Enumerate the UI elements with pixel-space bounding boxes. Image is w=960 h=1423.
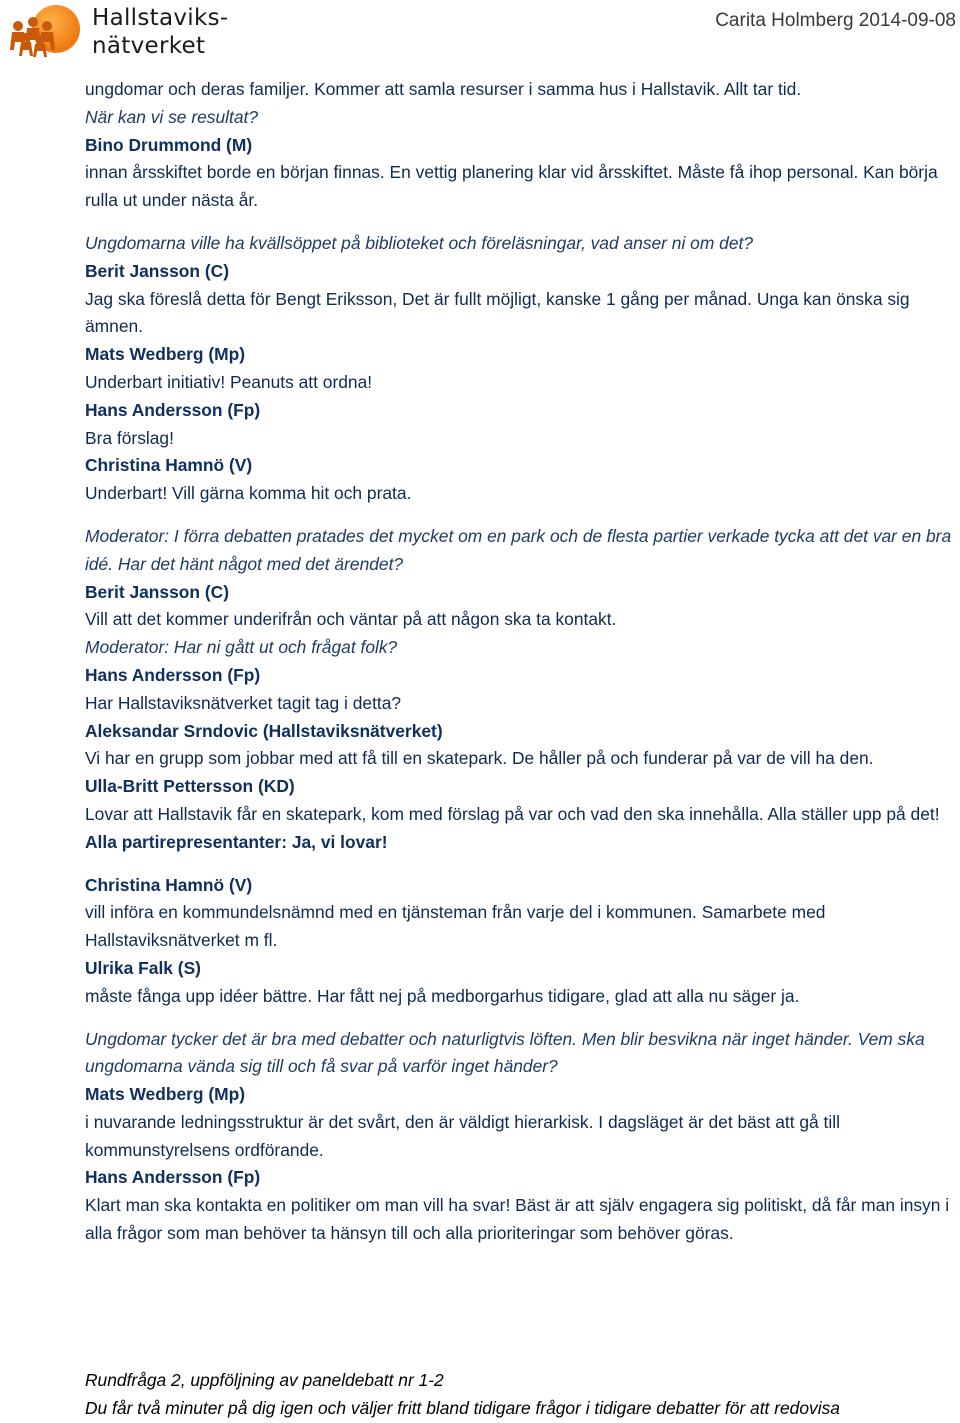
question-text: Ungdomarna ville ha kvällsöppet på biblioteket och föreläsningar, vad anser ni om det? xyxy=(85,232,754,253)
discussion-block xyxy=(85,523,955,857)
question-text: Moderator: Har ni gått ut och frågat folk? xyxy=(85,637,398,658)
question-text: När kan vi se resultat? xyxy=(85,106,259,127)
speaker-name: Bino Drummond (M) xyxy=(85,134,253,155)
answer-text: Jag ska föreslå detta för Bengt Eriksson, Det är fullt möjligt, kanske 1 gång per månad. Unga kan önska sig ämnen. xyxy=(85,288,910,337)
speaker-name: Mats Wedberg (Mp) xyxy=(85,344,246,365)
answer-text: innan årsskiftet borde en början finnas. En vettig planering klar vid årsskiftet. Måste få ihop personal. Kan börja rulla ut under nästa år. xyxy=(85,162,938,211)
speaker-name: Ulla-Britt Pettersson (KD) xyxy=(85,776,295,797)
answer-text: i nuvarande ledningsstruktur är det svårt, den är väldigt hierarkisk. I dagsläget är det bäst att gå till kommunstyrelsens ordförande. xyxy=(85,1111,840,1160)
answer-text: ungdomar och deras familjer. Kommer att samla resurser i samma hus i Hallstavik. Allt tar tid. xyxy=(85,79,802,99)
speaker-name: Aleksandar Srndovic (Hallstaviksnätverket) xyxy=(85,720,443,741)
document-body xyxy=(85,76,955,1248)
speaker-name: Alla partirepresentanter: Ja, vi lovar! xyxy=(85,831,388,852)
answer-text: Lovar att Hallstavik får en skatepark, kom med förslag på var och vad den ska innehålla. Alla ställer upp på det! xyxy=(85,803,940,824)
brand-name xyxy=(92,4,228,60)
answer-text: Bra förslag! xyxy=(85,427,174,448)
speaker-name: Ulrika Falk (S) xyxy=(85,957,201,978)
answer-text: Har Hallstaviksnätverket tagit tag i detta? xyxy=(85,692,402,713)
people-group-logo-icon xyxy=(4,2,84,64)
answer-text: Klart man ska kontakta en politiker om man vill ha svar! Bäst är att själv engagera sig politiskt, då får man insyn i alla frågor som man behöver ta hänsyn till och alla prioriteringar som behöver göras. xyxy=(85,1195,950,1244)
speaker-name: Berit Jansson (C) xyxy=(85,260,229,281)
answer-text: Vi har en grupp som jobbar med att få till en skatepark. De håller på och funderar på var de vill ha den. xyxy=(85,748,874,769)
answer-text: Vill att det kommer underifrån och väntar på att någon ska ta kontakt. xyxy=(85,609,617,630)
question-text: Ungdomar tycker det är bra med debatter och naturligtvis löften. Men blir besvikna när inget händer. Vem ska ungdomarna vända sig till och få svar på varför inget händer? xyxy=(85,1028,925,1077)
discussion-block xyxy=(85,1026,955,1248)
discussion-block xyxy=(85,872,955,1011)
answer-text: Underbart initiativ! Peanuts att ordna! xyxy=(85,371,373,392)
speaker-name: Christina Hamnö (V) xyxy=(85,455,253,476)
speaker-name: Berit Jansson (C) xyxy=(85,581,229,602)
brand-line-1: Hallstaviks- xyxy=(92,5,229,31)
speaker-name: Hans Andersson (Fp) xyxy=(85,664,261,685)
brand-line-2: nätverket xyxy=(92,33,206,59)
discussion-block xyxy=(85,230,955,508)
answer-text: vill införa en kommundelsnämnd med en tjänsteman från varje del i kommunen. Samarbete med Hallstaviksnätverket m fl. xyxy=(85,902,826,951)
author-date: Carita Holmberg 2014-09-08 xyxy=(715,10,956,31)
page-header xyxy=(0,0,960,62)
footer-section xyxy=(85,1367,955,1423)
speaker-name: Christina Hamnö (V) xyxy=(85,874,253,895)
discussion-block xyxy=(85,76,955,215)
footer-heading: Rundfråga 2, uppföljning av paneldebatt nr 1-2 xyxy=(85,1370,444,1390)
question-text: Moderator: I förra debatten pratades det mycket om en park och de flesta partier verkade tycka att det var en bra idé. Har det hänt något med det ärendet? xyxy=(85,525,952,574)
answer-text: måste fånga upp idéer bättre. Har fått nej på medborgarhus tidigare, glad att alla nu säger ja. xyxy=(85,985,800,1006)
speaker-name: Hans Andersson (Fp) xyxy=(85,399,261,420)
footer-instruction: Du får två minuter på dig igen och väljer fritt bland tidigare frågor i tidigare debatter för att redovisa xyxy=(85,1397,840,1418)
answer-text: Underbart! Vill gärna komma hit och prata. xyxy=(85,483,412,504)
speaker-name: Hans Andersson (Fp) xyxy=(85,1167,261,1188)
speaker-name: Mats Wedberg (Mp) xyxy=(85,1084,246,1105)
